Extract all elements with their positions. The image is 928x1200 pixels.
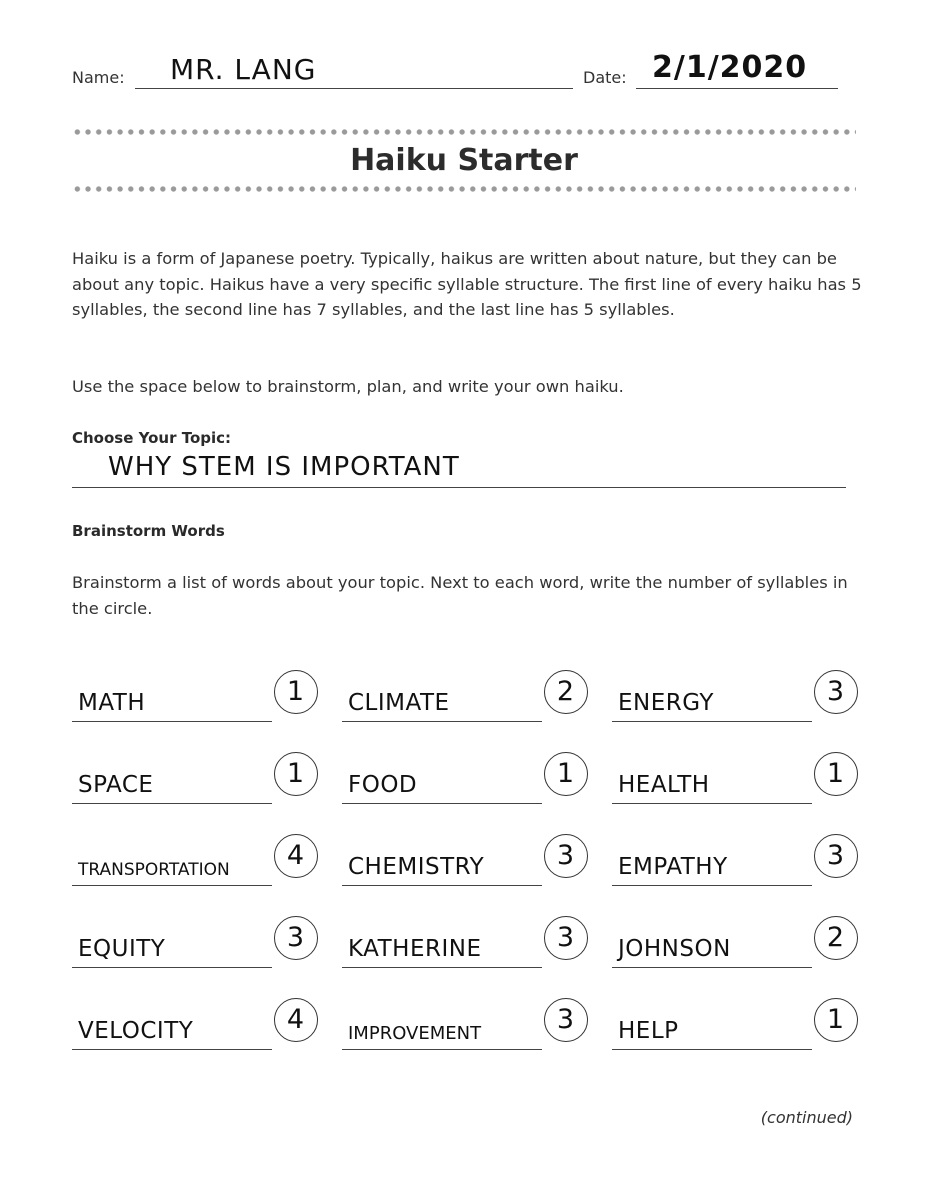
syllable-circle[interactable]: 1: [814, 998, 858, 1042]
brainstorm-entry: [72, 998, 318, 1050]
instructions-paragraph: Use the space below to brainstorm, plan, and write your own haiku.: [72, 377, 624, 396]
brainstorm-word-field[interactable]: VELOCITY: [78, 1018, 194, 1044]
word-line: [612, 1049, 812, 1050]
syllable-circle[interactable]: 3: [544, 998, 588, 1042]
syllable-circle[interactable]: 1: [274, 752, 318, 796]
name-label: Name:: [72, 68, 125, 87]
brainstorm-word-field[interactable]: IMPROVEMENT: [348, 1023, 482, 1044]
word-line: [72, 967, 272, 968]
syllable-circle[interactable]: 1: [814, 752, 858, 796]
brainstorm-word-field[interactable]: HEALTH: [618, 772, 710, 798]
brainstorm-word-field[interactable]: JOHNSON: [618, 936, 731, 962]
brainstorm-word-field[interactable]: FOOD: [348, 772, 418, 798]
word-line: [612, 967, 812, 968]
brainstorm-entry: [342, 834, 588, 886]
word-line: [342, 967, 542, 968]
topic-field[interactable]: WHY STEM IS IMPORTANT: [108, 452, 460, 482]
brainstorm-entry: [612, 998, 858, 1050]
topic-heading: Choose Your Topic:: [72, 429, 232, 447]
topic-line: [72, 487, 846, 488]
brainstorm-word-field[interactable]: HELP: [618, 1018, 679, 1044]
continued-note: (continued): [760, 1108, 853, 1127]
word-line: [72, 721, 272, 722]
word-line: [612, 803, 812, 804]
brainstorm-word-field[interactable]: EMPATHY: [618, 854, 728, 880]
brainstorm-entry: [72, 670, 318, 722]
brainstorm-entry: [72, 834, 318, 886]
date-field[interactable]: 2/1/2020: [652, 50, 808, 85]
syllable-circle[interactable]: 1: [544, 752, 588, 796]
syllable-circle[interactable]: 3: [544, 916, 588, 960]
syllable-circle[interactable]: 2: [544, 670, 588, 714]
date-line: [636, 88, 838, 89]
brainstorm-word-field[interactable]: CLIMATE: [348, 690, 450, 716]
name-line: [135, 88, 573, 89]
brainstorm-entry: [72, 916, 318, 968]
brainstorm-word-field[interactable]: SPACE: [78, 772, 154, 798]
brainstorm-word-field[interactable]: EQUITY: [78, 936, 166, 962]
syllable-circle[interactable]: 3: [274, 916, 318, 960]
brainstorm-word-field[interactable]: TRANSPORTATION: [78, 860, 230, 880]
brainstorm-entry: [612, 834, 858, 886]
brainstorm-instructions: Brainstorm a list of words about your topic. Next to each word, write the number of syllables in the circle.: [72, 573, 848, 618]
word-line: [72, 885, 272, 886]
word-line: [342, 885, 542, 886]
brainstorm-entry: [612, 916, 858, 968]
brainstorm-entry: [342, 916, 588, 968]
brainstorm-entry: [342, 998, 588, 1050]
brainstorm-word-field[interactable]: KATHERINE: [348, 936, 482, 962]
syllable-circle[interactable]: 3: [544, 834, 588, 878]
syllable-circle[interactable]: 3: [814, 834, 858, 878]
syllable-circle[interactable]: 1: [274, 670, 318, 714]
brainstorm-word-field[interactable]: MATH: [78, 690, 146, 716]
word-line: [72, 1049, 272, 1050]
word-line: [612, 721, 812, 722]
brainstorm-entry: [342, 670, 588, 722]
brainstorm-entry: [612, 670, 858, 722]
intro-paragraph: Haiku is a form of Japanese poetry. Typically, haikus are written about nature, but they can be about any topic. Haikus have a very specific syllable structure. The first line of every haiku has 5 syllables, the second line has 7 syllables, and the last line has 5 syllables.: [72, 249, 862, 319]
word-line: [72, 803, 272, 804]
brainstorm-word-field[interactable]: CHEMISTRY: [348, 854, 485, 880]
brainstorm-entry: [342, 752, 588, 804]
syllable-circle[interactable]: 3: [814, 670, 858, 714]
word-line: [342, 721, 542, 722]
syllable-circle[interactable]: 4: [274, 998, 318, 1042]
syllable-circle[interactable]: 2: [814, 916, 858, 960]
brainstorm-entry: [612, 752, 858, 804]
brainstorm-entry: [72, 752, 318, 804]
name-field[interactable]: MR. LANG: [170, 53, 317, 86]
dotted-divider-top: [72, 129, 856, 135]
word-line: [612, 885, 812, 886]
word-line: [342, 1049, 542, 1050]
word-line: [342, 803, 542, 804]
dotted-divider-bottom: [72, 186, 856, 192]
brainstorm-heading: Brainstorm Words: [72, 522, 225, 540]
page-title: Haiku Starter: [350, 143, 578, 178]
date-label: Date:: [583, 68, 627, 87]
syllable-circle[interactable]: 4: [274, 834, 318, 878]
brainstorm-word-field[interactable]: ENERGY: [618, 690, 714, 716]
